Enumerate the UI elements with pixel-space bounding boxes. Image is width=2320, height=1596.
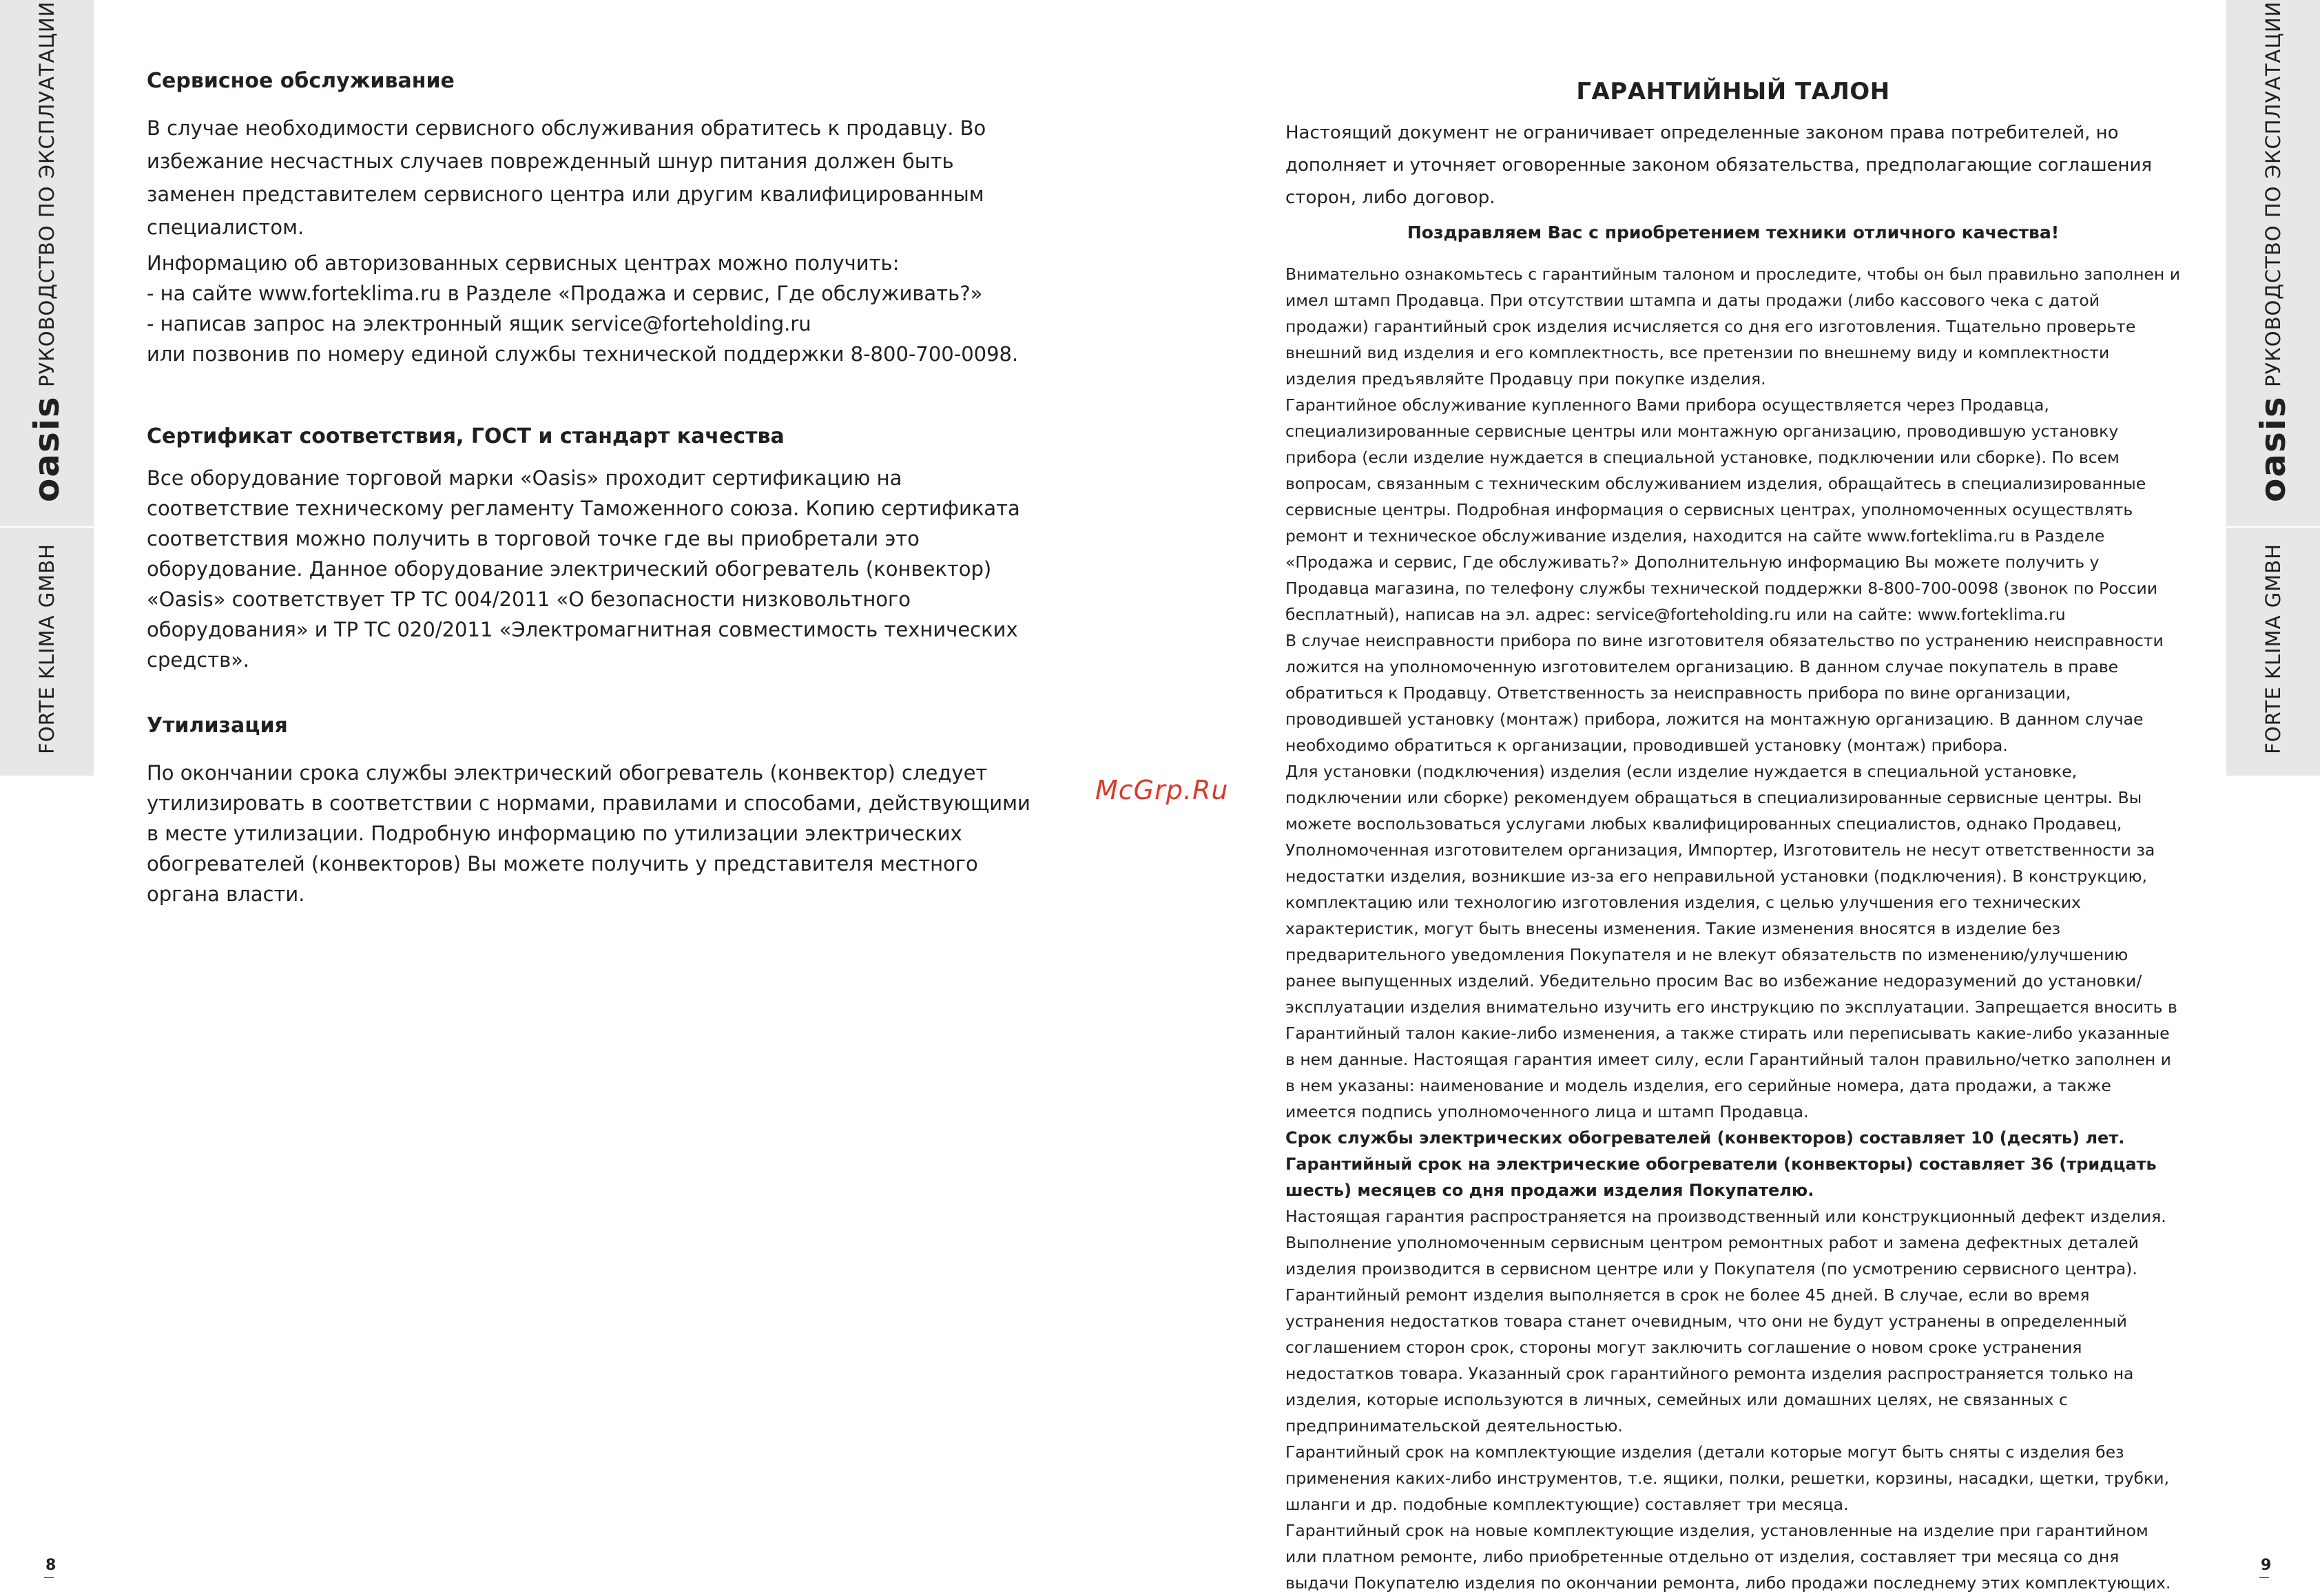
congratulations-line: Поздравляем Вас с приобретением техники отличного качества! xyxy=(1407,222,2060,242)
warranty-paragraph: Выполнение уполномоченным сервисным центром ремонтных работ и замена дефектных деталей изделия производится в сервисном центре или у Покупателя (по усмотрению сервисного центра). xyxy=(1285,1233,2139,1278)
brand-logo-right: oasis xyxy=(2253,395,2293,502)
service-phone-line: или позвонив по номеру единой службы технической поддержки 8-800-700-0098. xyxy=(147,342,1019,366)
right-page-content xyxy=(1285,74,2181,1596)
warranty-paragraph: В случае неисправности прибора по вине изготовителя обязательство по устранению неисправности ложится на уполномоченную изготовителем организацию. В данном случае покупатель в праве обратиться к Продавцу. Ответственность за неисправность прибора по вине организации, проводившей установку (монтаж) прибора, ложится на монтажную организацию. В данном случае необходимо обратиться к организации, проводившей установку (монтаж) прибора. xyxy=(1285,631,2164,755)
page-number-left: 8 xyxy=(45,1557,56,1574)
warranty-title: ГАРАНТИЙНЫЙ ТАЛОН xyxy=(1576,78,1890,105)
service-life-line: Срок службы электрических обогревателей (конвекторов) составляет 10 (десять) лет. xyxy=(1285,1128,2125,1148)
page-number-right: 9 xyxy=(2261,1557,2272,1574)
left-page-content xyxy=(147,66,1035,909)
company-name-right: FORTE KLIMA GMBH xyxy=(2261,543,2285,754)
warranty-paragraph: Гарантийный срок на комплектующие изделия (детали которые могут быть сняты с изделия без применения каких-либо инструментов, т.е. ящики, полки, решетки, корзины, насадки, щетки, трубки, шланги и др. подобные комплектующие) составляет три месяца. xyxy=(1285,1442,2169,1514)
warranty-paragraph: Гарантийный срок на новые комплектующие изделия, установленные на изделие при гарантийном или платном ремонте, либо приобретенные отдельно от изделия, составляет три месяца со дня выдачи Покупателю изделия по окончании ремонта, либо продажи последнему этих комплектующих. xyxy=(1285,1521,2171,1593)
warranty-paragraph: Внимательно ознакомьтесь с гарантийным талоном и проследите, чтобы он был правильно заполнен и имел штамп Продавца. При отсутствии штампа и даты продажи (либо кассового чека с датой продажи) гарантийный срок изделия исчисляется со дня его изготовления. Тщательно проверьте внешний вид изделия и его комплектность, все претензии по внешнему виду и комплектности изделия предъявляйте Продавцу при покупке изделия. xyxy=(1285,265,2180,388)
service-paragraph: В случае необходимости сервисного обслуживания обратитесь к продавцу. Во избежание несчастных случаев поврежденный шнур питания должен быть заменен представителем сервисного центра или другим квалифицированным специалистом. xyxy=(147,116,986,239)
section-title-disposal: Утилизация xyxy=(147,714,288,738)
warranty-period-line: Гарантийный срок на электрические обогреватели (конвекторы) составляет 36 (тридцать шесть) месяцев со дня продажи изделия Покупателю. xyxy=(1285,1154,2157,1200)
manual-label: РУКОВОДСТВО ПО ЭКСПЛУАТАЦИИ xyxy=(35,1,59,387)
service-info-line: Информацию об авторизованных сервисных центрах можно получить: xyxy=(147,251,900,275)
disposal-paragraph: По окончании срока службы электрический обогреватель (конвектор) следует утилизировать в соответствии с нормами, правилами и способами, действующими в месте утилизации. Подробную информацию по утилизации электрических обогревателей (конвекторов) Вы можете получить у представителя местного органа власти. xyxy=(147,761,1030,906)
brand-logo: oasis xyxy=(27,395,67,502)
section-title-certificate: Сертификат соответствия, ГОСТ и стандарт качества xyxy=(147,424,785,448)
manual-label-right: РУКОВОДСТВО ПО ЭКСПЛУАТАЦИИ xyxy=(2261,1,2285,387)
warranty-intro: Настоящий документ не ограничивает определенные законом права потребителей, но дополняет и уточняет оговоренные законом обязательства, предполагающие соглашения сторон, либо договор. xyxy=(1285,123,2153,208)
service-email-line: - написав запрос на электронный ящик service@forteholding.ru xyxy=(147,312,811,335)
certificate-paragraph: Все оборудование торговой марки «Oasis» проходит сертификацию на соответствие техническому регламенту Таможенного союза. Копию сертификата соответствия можно получить в торговой точке где вы приобретали это оборудование. Данное оборудование электрический обогреватель (конвектор) «Oasis» соответствует ТР ТС 004/2011 «О безопасности низковольтного оборудования» и ТР ТС 020/2011 «Электромагнитная совместимость технических средств». xyxy=(147,466,1020,672)
watermark: McGrp.Ru xyxy=(1095,775,1229,805)
company-name: FORTE KLIMA GMBH xyxy=(35,543,59,754)
warranty-paragraph: Для установки (подключения) изделия (если изделие нуждается в специальной установке, подключении или сборке) рекомендуем обращаться в специализированные сервисные центры. Вы можете воспользоваться услугами любых квалифицированных специалистов, однако Продавец, Уполномоченная изготовителем организация, Импортер, Изготовитель не несут ответственности за недостатки изделия, возникшие из-за его неправильной установки (подключения). В конструкцию, комплектацию или технологию изготовления изделия, с целью улучшения его технических характеристик, могут быть внесены изменения. Такие изменения вносятся в изделие без предварительного уведомления Покупателя и не влекут обязательств по изменению/улучшению ранее выпущенных изделий. Убедительно просим Вас во избежание недоразумений до установки/эксплуатации изделия внимательно изучить его инструкцию по эксплуатации. Запрещается вносить в Гарантийный талон какие-либо изменения, а также стирать или переписывать какие-либо указанные в нем данные. Настоящая гарантия имеет силу, если Гарантийный талон правильно/четко заполнен и в нем указаны: наименование и модель изделия, его серийные номера, дата продажи, а также имеется подпись уполномоченного лица и штамп Продавца. xyxy=(1285,762,2177,1121)
section-title-service: Сервисное обслуживание xyxy=(147,69,455,93)
warranty-paragraph: Гарантийное обслуживание купленного Вами прибора осуществляется через Продавца, специализированные сервисные центры или монтажную организацию, проводившую установку прибора (если изделие нуждается в специальной установке, подключении или сборке). По всем вопросам, связанным с техническим обслуживанием изделия, обращайтесь в специализированные сервисные центры. Подробная информация о сервисных центрах, уполномоченных осуществлять ремонт и техническое обслуживание изделия, находится на сайте www.forteklima.ru в Разделе «Продажа и сервис, Где обслуживать?» Дополнительную информацию Вы можете получить у Продавца магазина, по телефону службы технической поддержки 8-800-700-0098 (звонок по России бесплатный), написав на эл. адрес: service@forteholding.ru или на сайте: www.forteklima.ru xyxy=(1285,395,2158,624)
warranty-paragraph: Настоящая гарантия распространяется на производственный или конструкционный дефект изделия. xyxy=(1285,1207,2166,1226)
service-site-line: - на сайте www.forteklima.ru в Разделе «Продажа и сервис, Где обслуживать?» xyxy=(147,282,983,305)
warranty-paragraph: Гарантийный ремонт изделия выполняется в срок не более 45 дней. В случае, если во время устранения недостатков товара станет очевидным, что они не будут устранены в определенный соглашением сторон срок, стороны могут заключить соглашение о новом сроке устранения недостатков товара. Указанный срок гарантийного ремонта изделия распространяется только на изделия, которые используются в личных, семейных или домашних целях, не связанных с предпринимательской деятельностью. xyxy=(1285,1285,2134,1436)
